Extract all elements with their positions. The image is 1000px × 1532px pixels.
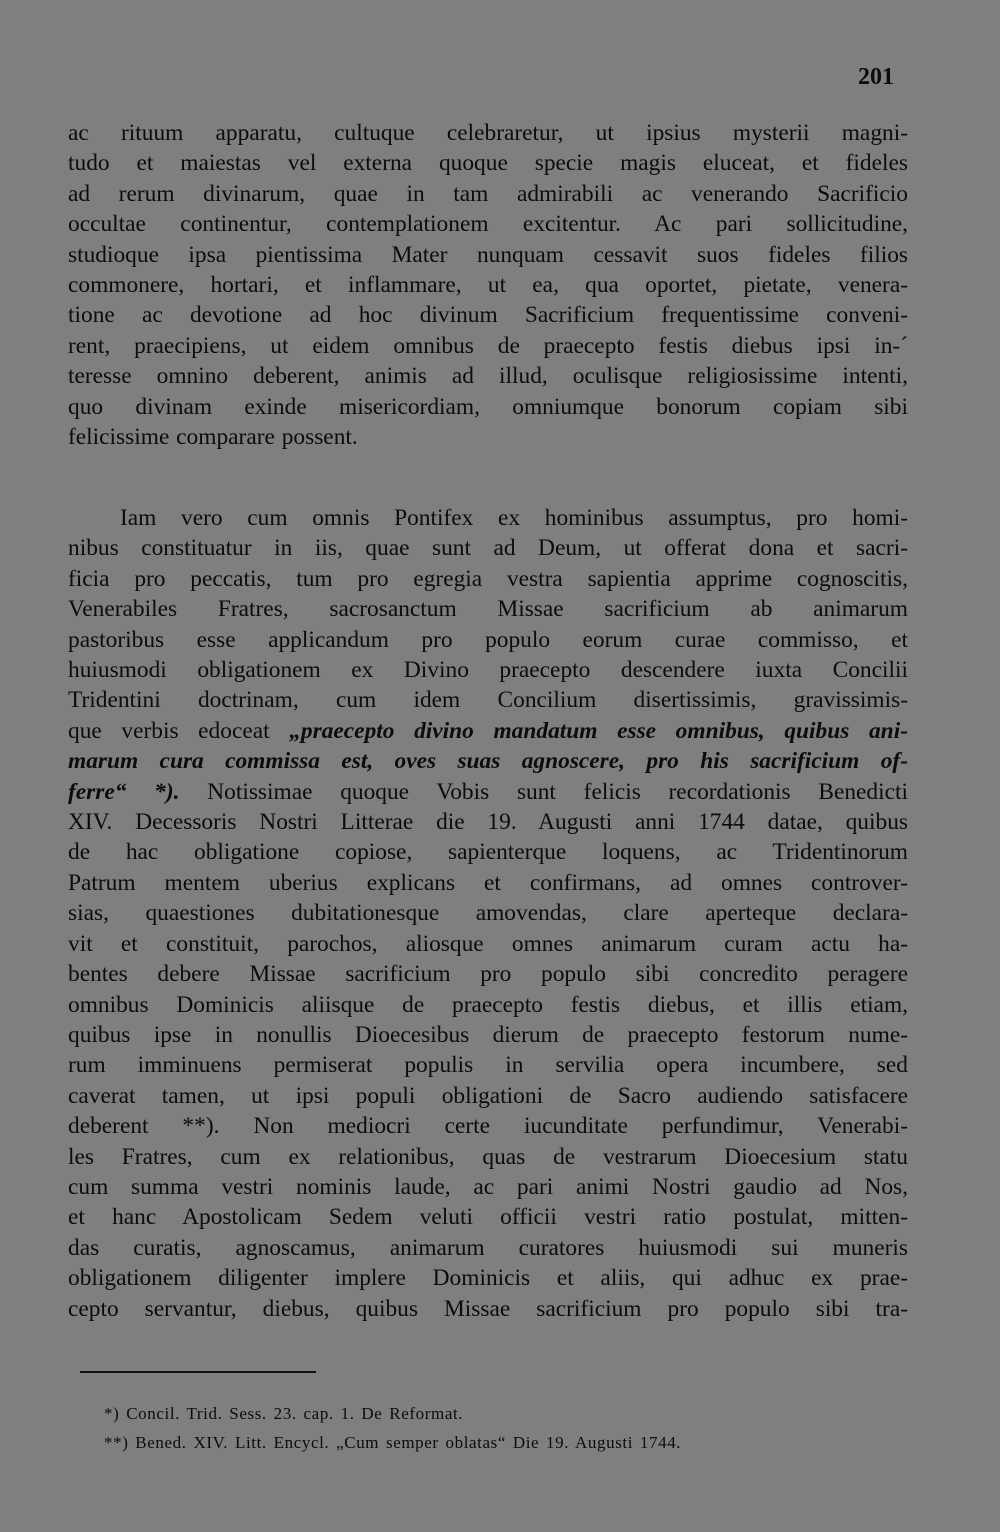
text-line: et hanc Apostolicam Sedem veluti officii vestri ratio postulat, mitten-	[68, 1204, 908, 1231]
text-line: Patrum mentem uberius explicans et confirmans, ad omnes controver-	[68, 869, 908, 896]
text-line: de hac obligatione copiose, sapienterque loquens, ac Tridentinorum	[68, 839, 908, 866]
text-line: felicissime comparare possent.	[68, 424, 358, 451]
quotation-italic: marum cura commissa est, oves suas agnoscere, pro his sacrificium of-	[68, 748, 908, 775]
page-number: 201	[858, 64, 894, 90]
text-line: Venerabiles Fratres, sacrosanctum Missae sacrificium ab animarum	[68, 596, 908, 623]
quotation-italic: ferre“ *).	[68, 778, 180, 805]
text-line: ficia pro peccatis, tum pro egregia vestra sapientia apprime cognoscitis,	[68, 565, 908, 592]
text-line: cepto servantur, diebus, quibus Missae sacrificium pro populo sibi tra-	[68, 1295, 908, 1322]
text-line: commonere, hortari, et inflammare, ut ea, qua oportet, pietate, venera-	[68, 272, 908, 299]
text-line: quibus ipse in nonullis Dioecesibus dierum de praecepto festorum nume-	[68, 1021, 908, 1048]
text-line: studioque ipsa pientissima Mater nunquam cessavit suos fideles filios	[68, 241, 908, 268]
text-line: ad rerum divinarum, quae in tam admirabili ac venerando Sacrificio	[68, 180, 908, 207]
text-line: bentes debere Missae sacrificium pro populo sibi concredito peragere	[68, 961, 908, 988]
quotation-italic: „praecepto divino mandatum esse omnibus, quibus ani-	[289, 717, 908, 744]
text-line: les Fratres, cum ex relationibus, quas de vestrarum Dioecesium statu	[68, 1143, 908, 1170]
text-line	[68, 746, 908, 776]
text-line: nibus constituatur in iis, quae sunt ad Deum, ut offerat dona et sacri-	[68, 535, 908, 562]
text-line: Iam vero cum omnis Pontifex ex hominibus assumptus, pro homi-	[120, 505, 908, 531]
text-line: pastoribus esse applicandum pro populo eorum curae commisso, et	[68, 626, 908, 653]
text-segment: Notissimae quoque Vobis sunt felicis recordationis Benedicti	[207, 778, 908, 805]
footnote-2: **) Bened. XIV. Litt. Encycl. „Cum semper oblatas“ Die 19. Augusti 1744.	[104, 1433, 682, 1452]
text-line: tudo et maiestas vel externa quoque specie magis eluceat, et fideles	[68, 150, 908, 177]
text-line: quo divinam exinde misericordiam, omniumque bonorum copiam sibi	[68, 393, 908, 420]
text-line: ac rituum apparatu, cultuque celebraretur, ut ipsius mysterii magni-	[68, 120, 908, 146]
text-line	[68, 716, 908, 746]
text-line: cum summa vestri nominis laude, ac pari animi Nostri gaudio ad Nos,	[68, 1173, 908, 1200]
text-line	[68, 777, 908, 807]
text-line: vit et constituit, parochos, aliosque omnes animarum curam actu ha-	[68, 930, 908, 957]
footnote-1: *) Concil. Trid. Sess. 23. cap. 1. De Reformat.	[104, 1404, 464, 1423]
text-line: tione ac devotione ad hoc divinum Sacrificium frequentissime conveni-	[68, 302, 908, 329]
text-line: deberent **). Non mediocri certe iucunditate perfundimur, Venerabi-	[68, 1113, 908, 1140]
text-line: huiusmodi obligationem ex Divino praecepto descendere iuxta Concilii	[68, 657, 908, 684]
paragraph-1	[68, 118, 908, 452]
text-line: rum imminuens permiserat populis in servilia opera incumbere, sed	[68, 1052, 908, 1079]
text-line: obligationem diligenter implere Dominicis et aliis, qui adhuc ex prae-	[68, 1265, 908, 1292]
text-line: occultae continentur, contemplationem excitentur. Ac pari sollicitudine,	[68, 211, 908, 238]
text-line: sias, quaestiones dubitationesque amovendas, clare aperteque declara-	[68, 900, 908, 927]
text-line: Tridentini doctrinam, cum idem Concilium disertissimis, gravissimis-	[68, 687, 908, 714]
text-line: caverat tamen, ut ipsi populi obligationi de Sacro audiendo satisfacere	[68, 1082, 908, 1109]
paragraph-2	[68, 503, 908, 1324]
footnote-divider	[80, 1371, 316, 1373]
text-line: rent, praecipiens, ut eidem omnibus de praecepto festis diebus ipsi in-´	[68, 332, 908, 359]
text-line: teresse omnino deberent, animis ad illud, oculisque religiosissime intenti,	[68, 363, 908, 390]
text-line: omnibus Dominicis aliisque de praecepto festis diebus, et illis etiam,	[68, 991, 908, 1018]
text-segment: que verbis edoceat	[68, 717, 270, 744]
text-line: das curatis, agnoscamus, animarum curatores huiusmodi sui muneris	[68, 1234, 908, 1261]
text-line: XIV. Decessoris Nostri Litterae die 19. Augusti anni 1744 datae, quibus	[68, 809, 908, 836]
